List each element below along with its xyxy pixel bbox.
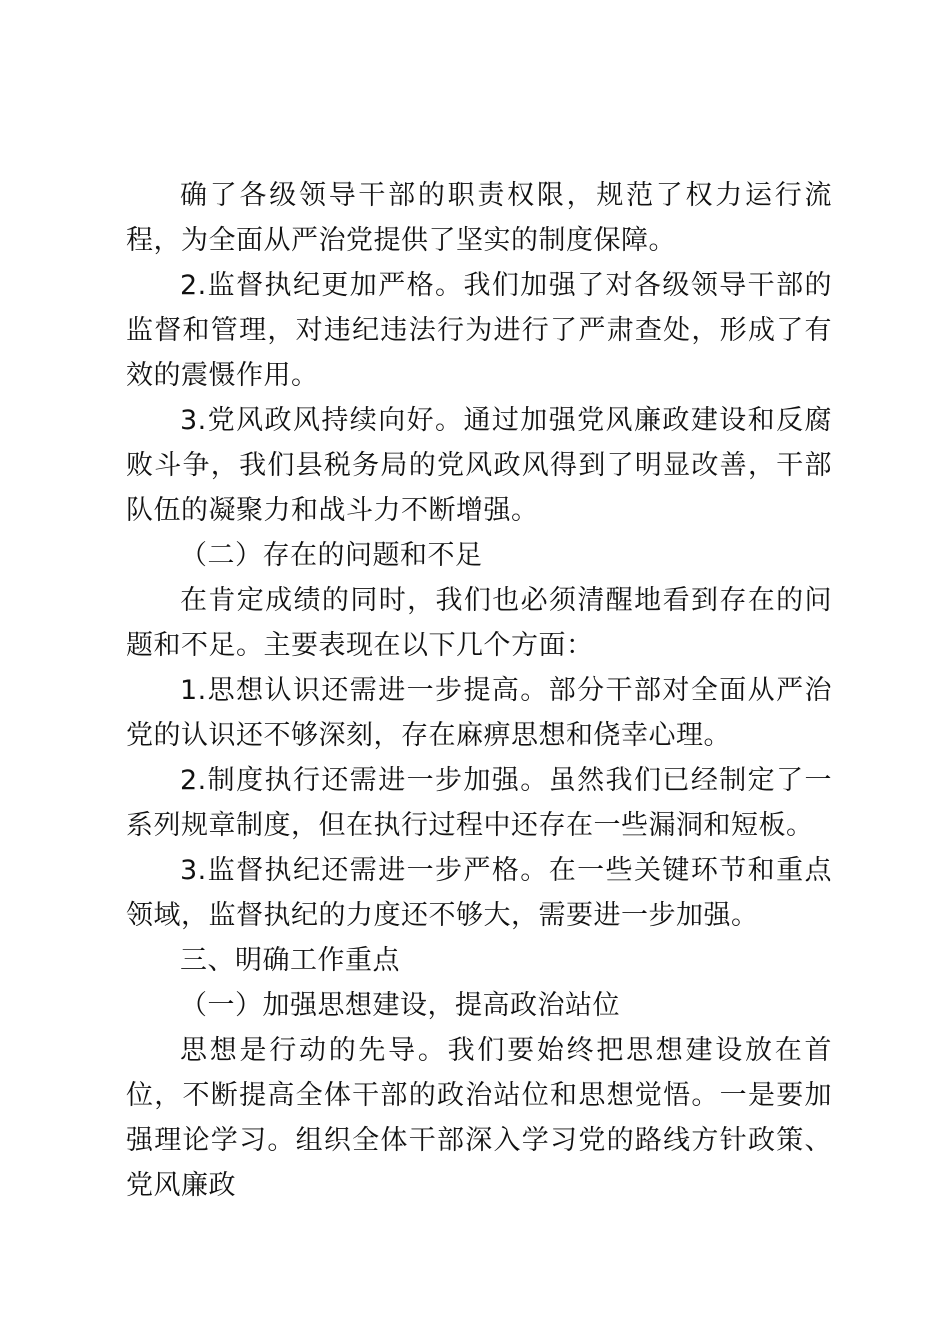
paragraph-problem-2: 2.制度执行还需进一步加强。虽然我们已经制定了一系列规章制度，但在执行过程中还存在一些漏洞和短板。 [126, 765, 832, 841]
document-body [126, 173, 832, 1208]
section-heading-work-focus: 三、明确工作重点 [180, 945, 400, 976]
paragraph-item-3-party-style: 3.党风政风持续向好。通过加强党风廉政建设和反腐败斗争，我们县税务局的党风政风得到了明显改善，干部队伍的凝聚力和战斗力不断增强。 [126, 405, 832, 526]
paragraph-continuation: 确了各级领导干部的职责权限，规范了权力运行流程，为全面从严治党提供了坚实的制度保障。 [126, 180, 832, 256]
paragraph-problem-3: 3.监督执纪还需进一步严格。在一些关键环节和重点领域，监督执纪的力度还不够大，需要进一步加强。 [126, 855, 832, 931]
subsection-heading-ideology: （一）加强思想建设，提高政治站位 [180, 990, 620, 1021]
paragraph-problem-1: 1.思想认识还需进一步提高。部分干部对全面从严治党的认识还不够深刻，存在麻痹思想和侥幸心理。 [126, 675, 832, 751]
paragraph-problems-intro: 在肯定成绩的同时，我们也必须清醒地看到存在的问题和不足。主要表现在以下几个方面： [126, 585, 832, 661]
paragraph-item-2-supervision: 2.监督执纪更加严格。我们加强了对各级领导干部的监督和管理，对违纪违法行为进行了严肃查处，形成了有效的震慑作用。 [126, 270, 832, 391]
section-heading-problems: （二）存在的问题和不足 [180, 540, 483, 571]
paragraph-ideology-body: 思想是行动的先导。我们要始终把思想建设放在首位，不断提高全体干部的政治站位和思想觉悟。一是要加强理论学习。组织全体干部深入学习党的路线方针政策、党风廉政 [126, 1035, 832, 1201]
